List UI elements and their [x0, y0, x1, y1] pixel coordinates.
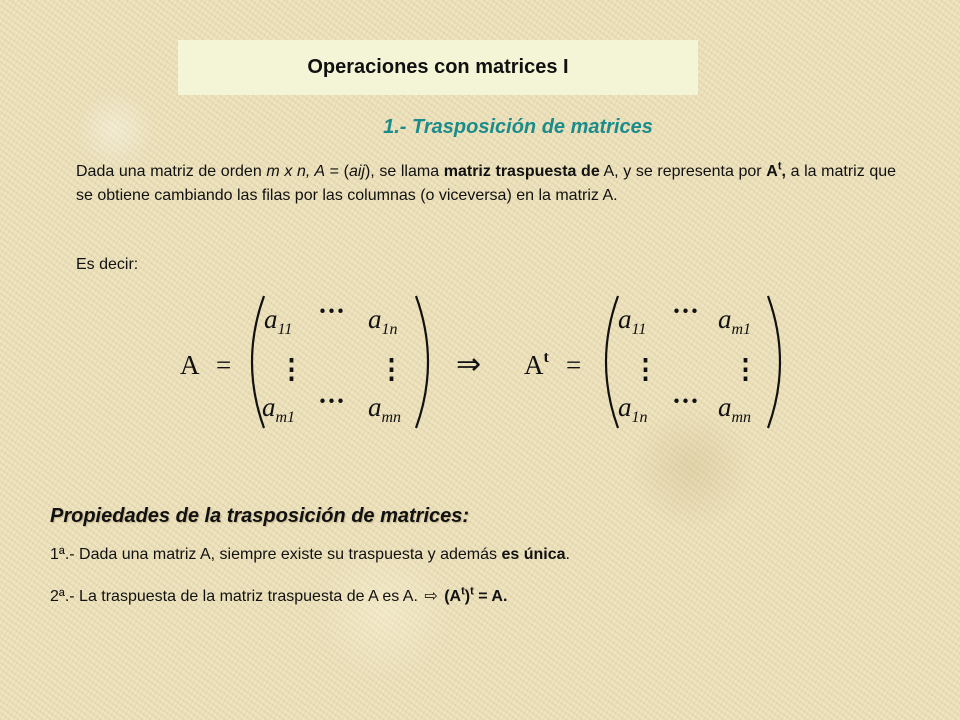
section-subtitle: 1.- Trasposición de matrices [383, 116, 653, 138]
property-1-bold: es única [501, 546, 566, 563]
matrix-at-hdots-bottom: ··· [672, 386, 700, 416]
right-paren-1 [416, 296, 428, 428]
matrix-a-entry-1n: $a_{1n}$ [368, 304, 398, 338]
property-1-end: . [565, 546, 570, 563]
definition-paragraph [76, 160, 896, 208]
equals-sign-2: = [566, 350, 582, 380]
es-decir-label: Es decir: [76, 256, 139, 273]
def-text-1: Dada una matriz de orden [76, 163, 267, 180]
matrix-a-entry-m1: $a_{m1}$ [262, 392, 296, 426]
right-paren-2 [768, 296, 780, 428]
def-text-11: a la matriz que se obtiene cambiando las filas por las columnas (o viceversa) en la matriz A. [76, 163, 897, 204]
def-symbol-comma: , [781, 163, 786, 180]
def-term: matriz traspuesta de [443, 163, 600, 180]
matrix-at-vdots-left: ⋮ [632, 354, 659, 384]
title-box [178, 40, 698, 95]
matrix-at-vdots-right: ⋮ [732, 354, 759, 384]
matrix-a-entry-mn: $a_{mn}$ [368, 392, 402, 426]
property-1 [50, 546, 570, 564]
property-2-text: 2ª.- La traspuesta de la matriz traspuesta de A es A. [50, 588, 423, 605]
matrix-a-vdots-right: ⋮ [378, 354, 405, 384]
matrix-at-entry-11: $a_{11}$ [618, 304, 647, 338]
matrix-at-entry-mn: $a_{mn}$ [718, 392, 752, 426]
def-text-5: ), se llama [364, 163, 444, 180]
matrix-a-label: A [180, 350, 200, 380]
implies-arrow-icon: ⇒ [456, 348, 482, 381]
property-2 [50, 586, 507, 606]
def-text-3: = ( [325, 163, 349, 180]
property-1-text: 1ª.- Dada una matriz A, siempre existe su traspuesta y además [50, 546, 502, 563]
matrix-a-hdots-bottom: ··· [318, 386, 346, 416]
left-paren-2 [606, 296, 618, 428]
matrix-at-entry-1n: $a_{1n}$ [618, 392, 648, 426]
def-symbol [766, 160, 786, 180]
def-order: m x n, A [266, 163, 325, 180]
matrix-a-entry-11: $a_{11}$ [264, 304, 293, 338]
property-2-formula: $(A^t)^t = A$. [439, 585, 508, 605]
def-symbol-t: t [777, 160, 782, 173]
page-title: Operaciones con matrices I [307, 56, 569, 78]
hollow-right-arrow-icon: ⇨ [424, 588, 438, 605]
matrix-at-hdots-top: ··· [672, 296, 700, 326]
properties-heading: Propiedades de la trasposición de matrices: [50, 505, 470, 527]
def-symbol-a: A [766, 163, 778, 180]
matrix-a-vdots-left: ⋮ [278, 354, 305, 384]
matrix-at-label: $A^t$ [524, 349, 549, 380]
matrix-a-hdots-top: ··· [318, 296, 346, 326]
matrix-transpose-figure [172, 286, 792, 438]
matrix-at-entry-m1: $a_{m1}$ [718, 304, 752, 338]
equals-sign-1: = [216, 350, 232, 380]
def-text-7: A, y se representa por [599, 163, 767, 180]
def-aij: aij [348, 163, 365, 180]
